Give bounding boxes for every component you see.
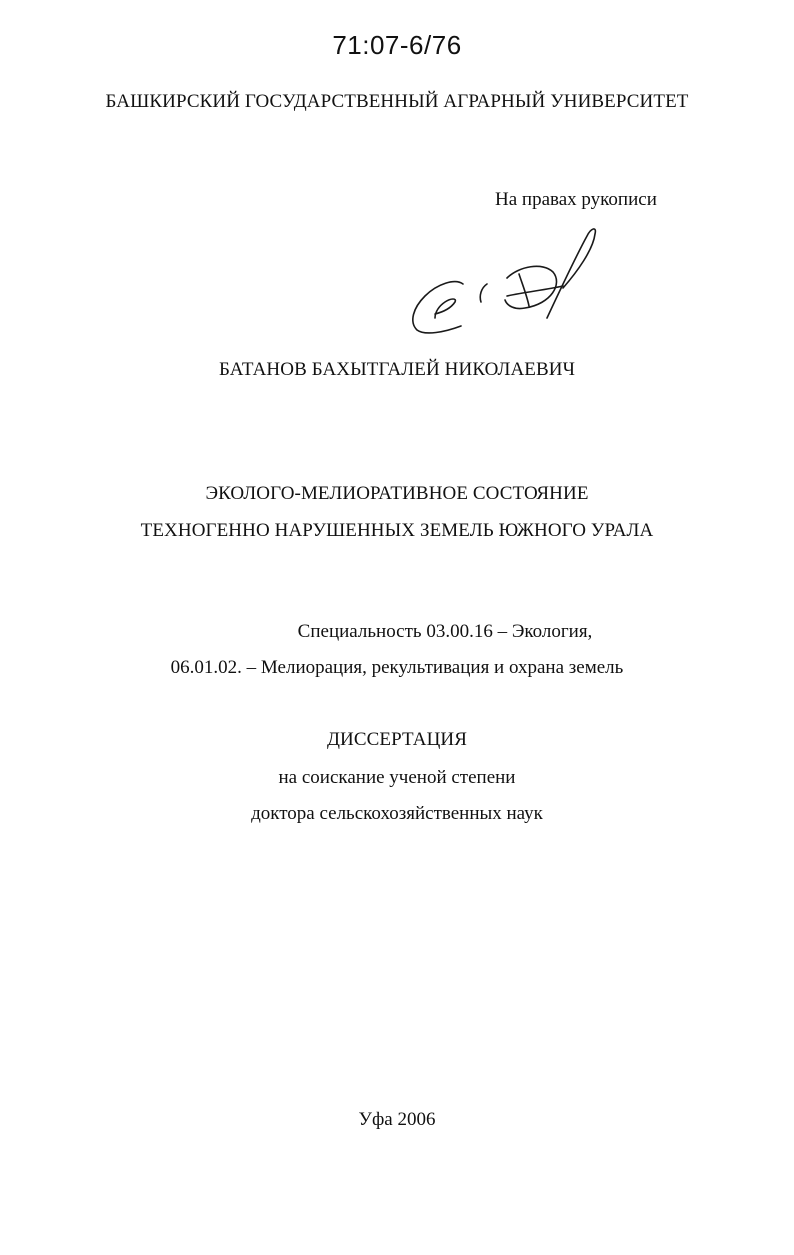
manuscript-rights-note: На правах рукописи — [495, 189, 657, 210]
dissertation-title-line-1: ЭКОЛОГО-МЕЛИОРАТИВНОЕ СОСТОЯНИЕ — [205, 483, 589, 504]
university-name: БАШКИРСКИЙ ГОСУДАРСТВЕННЫЙ АГРАРНЫЙ УНИВЕРСИТЕТ — [105, 91, 689, 112]
specialty-line-1: Специальность 03.00.16 – Экология, — [297, 621, 593, 642]
catalog-number: 71:07-6/76 — [332, 30, 462, 60]
signature-icon — [395, 222, 615, 347]
place-and-year: Уфа 2006 — [358, 1109, 436, 1130]
degree-line-1: на соискание ученой степени — [278, 767, 516, 788]
degree-line-2: доктора сельскохозяйственных наук — [251, 803, 543, 824]
work-type: ДИССЕРТАЦИЯ — [326, 729, 468, 750]
dissertation-title-line-2: ТЕХНОГЕННО НАРУШЕННЫХ ЗЕМЕЛЬ ЮЖНОГО УРАЛА — [140, 520, 654, 541]
specialty-line-2: 06.01.02. – Мелиорация, рекультивация и охрана земель — [170, 657, 624, 678]
author-name: БАТАНОВ БАХЫТГАЛЕЙ НИКОЛАЕВИЧ — [218, 359, 576, 380]
